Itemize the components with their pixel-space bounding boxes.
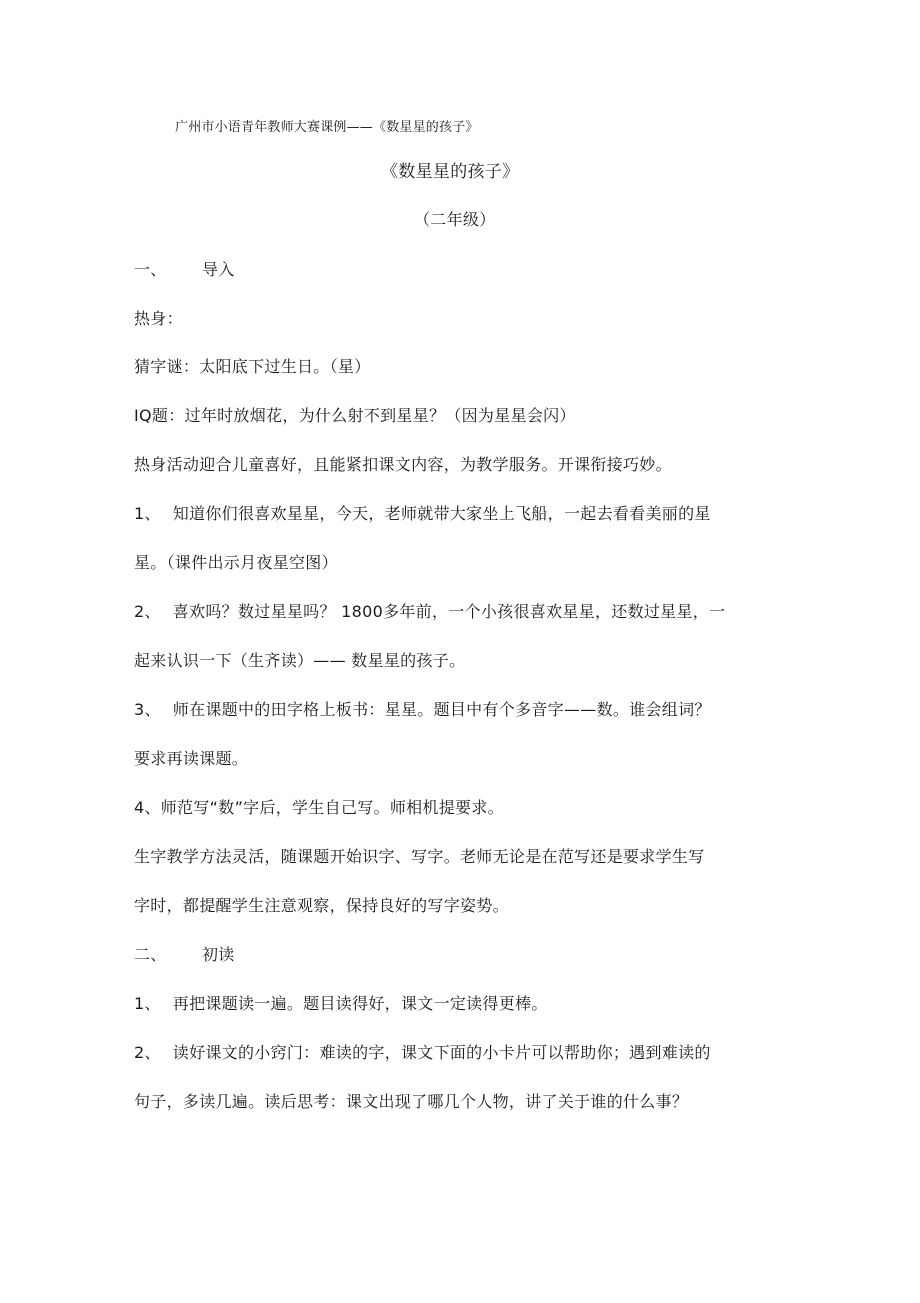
section-1-title: 导入 [202, 260, 235, 279]
section-2-number: 二、 [134, 945, 167, 964]
item-1-text: 知道你们很喜欢星星，今天，老师就带大家坐上飞船，一起去看看美丽的星 [172, 504, 711, 523]
item-2-number: 2、 [134, 602, 161, 621]
s2-item-1-text: 再把课题读一遍。题目读得好，课文一定读得更棒。 [172, 994, 548, 1013]
item-4-line: 4、师范写“数”字后，学生自己写。师相机提要求。 [134, 798, 504, 817]
item-3-text: 师在课题中的田字格上板书：星星。题目中有个多音字——数。谁会组词？ [172, 700, 711, 719]
warmup-label: 热身： [134, 309, 183, 328]
item-1-line-1 [134, 502, 711, 526]
comment-2-line-1: 生字教学方法灵活，随课题开始识字、写字。老师无论是在范写还是要求学生写 [134, 847, 705, 866]
document-title: 《数星星的孩子》 [381, 162, 520, 182]
comment-2-line-2: 字时，都提醒学生注意观察，保持良好的写字姿势。 [134, 896, 509, 915]
comment-1: 热身活动迎合儿童喜好，且能紧扣课文内容，为教学服务。开课衔接巧妙。 [134, 455, 672, 474]
section-2-heading [134, 943, 235, 967]
s2-item-1-line [134, 992, 548, 1016]
s2-item-1-number: 1、 [134, 994, 161, 1013]
section-2-title: 初读 [202, 945, 235, 964]
item-3-line-1 [134, 698, 711, 722]
item-1-line-2: 星。（课件出示月夜星空图） [134, 553, 338, 572]
s2-item-2-line-1 [134, 1041, 711, 1065]
item-2-line-1 [134, 600, 725, 624]
item-1-number: 1、 [134, 504, 161, 523]
item-2-line-2: 起来认识一下（生齐读）—— 数星星的孩子。 [134, 651, 466, 670]
header-note: 广州市小语青年教师大赛课例——《数星星的孩子》 [175, 120, 479, 135]
item-3-line-2: 要求再读课题。 [134, 749, 249, 768]
section-1-heading [134, 258, 235, 282]
section-1-number: 一、 [134, 260, 167, 279]
item-3-number: 3、 [134, 700, 161, 719]
grade-label: （二年级） [414, 210, 496, 229]
s2-item-2-text: 读好课文的小窍门：难读的字，课文下面的小卡片可以帮助你；遇到难读的 [172, 1043, 711, 1062]
iq-question-line: IQ题：过年时放烟花，为什么射不到星星？（因为星星会闪） [134, 406, 576, 425]
item-2-text: 喜欢吗？数过星星吗？ 1800多年前，一个小孩很喜欢星星，还数过星星，一 [172, 602, 726, 621]
s2-item-2-number: 2、 [134, 1043, 161, 1062]
s2-item-2-line-2: 句子，多读几遍。读后思考：课文出现了哪几个人物，讲了关于谁的什么事？ [134, 1092, 689, 1111]
riddle-line: 猜字谜：太阳底下过生日。（星） [134, 357, 371, 376]
